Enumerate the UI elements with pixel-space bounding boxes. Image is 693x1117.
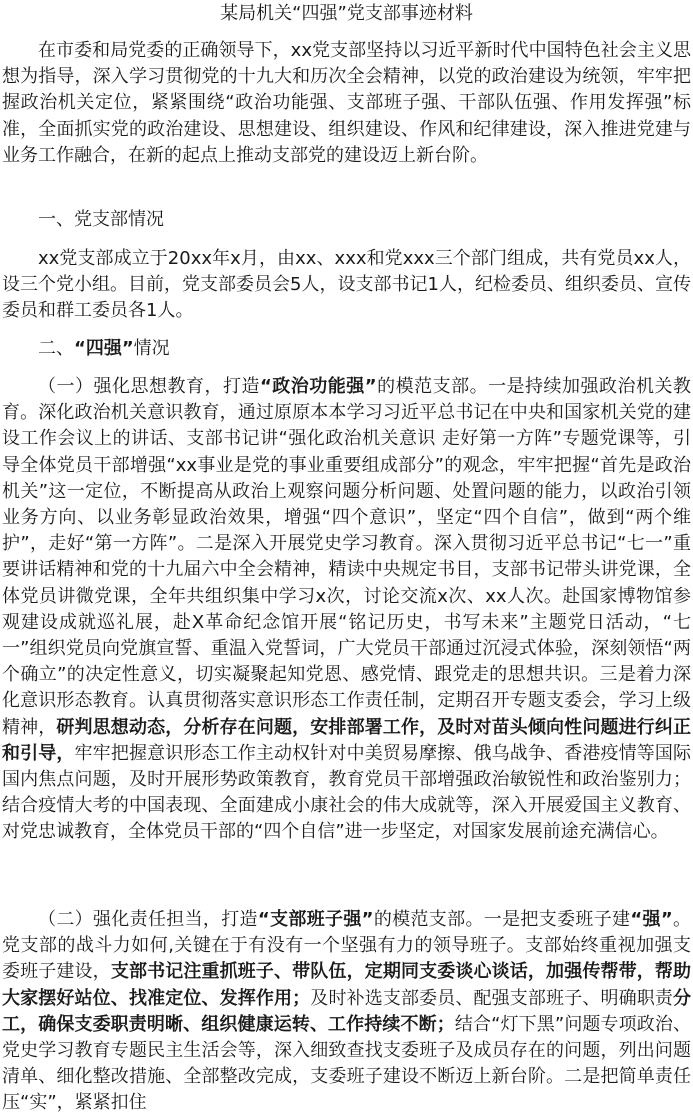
subsection-1-text-bold: 研判思想动态，分析存在问题，安排部署工作，及时对苗头倾向性问题进行纠正和引导， [2,716,691,764]
section-1-heading: 一、党支部情况 [38,209,164,230]
subsection-2-text-bold-b: 支部书记注重抓班子、带队伍，定期同支委谈心谈话，加强传帮带，帮助大家摆好站位、找准定位、发挥作用； [2,961,691,1009]
subsection-1-text-a: 一是持续加强政治机关教育。深化政治机关意识教育，通过原原本本学习习近平总书记在中央和国家机关党的建设工作会议上的讲话、支部书记讲“强化政治机关意识 走好第一方阵”专题党课等，引导全体党员干部增强“xx事业是党的事业重要组成部分”的观念，牢牢把握“首先是政治机关”这一定位，不断提高从政治上观察问题分析问题、处置问题的能力，以政治引领业务方向、以业务彰显政治效果，增强“四个意识”，坚定“四个自信”，做到“两个维护”，走好“第一方阵”。二是深入开展党史学习教育。深入贯彻习近平总书记“七一”重要讲话精神和党的十九届六中全会精神，精读中央规定书目，支部书记带头讲党课，全体党员讲微党课，全年共组织集中学习x次，讨论交流x次、xx人次。赴国家博物馆参观建设成就巡礼展，赴X革命纪念馆开展“铭记历史，书写未来”主题党日活动，“七一”组织党员向党旗宣誓、重温入党誓词，广大党员干部通过沉浸式体验，深刻领悟“两个确立”的决定性意义，切实凝聚起知党恩、感党情、跟党走的思想共识。三是着力深化意识形态教育。认真贯彻落实意识形态工作责任制，定期召开专题支委会，学习上级精神， [2,376,692,738]
subsection-2-text-b: 。党支部的战斗力如何,关键在于有没有一个坚强有力的领导班子。支部始终重视加强支委班子建设， [2,909,692,983]
intro-paragraph: 在市委和局党委的正确领导下，xx党支部坚持以习近平新时代中国特色社会主义思想为指导，深入学习贯彻党的十九大和历次全会精神，以党的政治建设为统领，牢牢把握政治机关定位，紧紧围绕“政治功能强、支部班子强、干部队伍强、作用发挥强”标准，全面抓实党的政治建设、思想建设、组织建设、作风和纪律建设，深入推进党建与业务工作融合，在新的起点上推动支部党的建设迈上新台阶。 [2,40,691,166]
subsection-1-lead-bold: “政治功能强” [259,376,377,397]
subsection-1-text-b: 牢牢把握意识形态工作主动权针对中美贸易摩擦、俄乌战争、香港疫情等国际国内焦点问题，及时开展形势政策教育，教育党员干部增强政治敏锐性和政治鉴别力；结合疫情大考的中国表现、全面建成小康社会的伟大成就等，深入开展爱国主义教育、对党忠诚教育，全体党员干部的“四个自信”进一步坚定，对国家发展前途充满信心。 [2,742,692,843]
subsection-2-lead-bold: “支部班子强” [257,909,374,930]
document-title: 某局机关“四强”党支部事迹材料 [220,3,473,24]
section-2-heading-bold: “四强” [74,338,134,359]
subsection-2-text-bold-a: “强” [630,909,673,930]
section-2-heading [2,336,691,362]
subsection-1-lead: （一）强化思想教育，打造 [38,376,260,397]
subsection-2-text-c: 及时补选支部委员、配强支部班子、明确职责 [310,987,674,1009]
subsection-2-text-bold-c: 分工，确保支委职责明晰、组织健康运转、工作持续不断； [2,987,692,1035]
subsection-2-text-a: 一是把支委班子建 [483,909,631,930]
subsection-2-lead-end: 的模范支部。 [373,909,484,930]
subsection-2-text-d: 结合“灯下黑”问题专项政治、党史学习教育专题民主生活会等，深入细致查找支委班子及成员存在的问题，列出问题清单、细化整改措施、全部整改完成，支委班子建设不断迈上新台阶。二是把简单责任压“实”，紧紧扣住 [2,1013,691,1114]
section-1-paragraph: xx党支部成立于20xx年x月，由xx、xxx和党xxx三个部门组成，共有党员xx人，设三个党小组。目前，党支部委员会5人，设支部书记1人，纪检委员、组织委员、宣传委员和群工委员各1人。 [2,248,691,322]
subsection-1-paragraph [2,374,691,904]
section-2-heading-suffix: 情况 [133,338,170,359]
subsection-1-lead-end: 的模范支部。 [376,376,489,397]
subsection-2-lead: （二）强化责任担当，打造 [38,909,258,930]
subsection-2-paragraph [2,907,691,1117]
section-2-heading-prefix: 二、 [38,338,74,359]
